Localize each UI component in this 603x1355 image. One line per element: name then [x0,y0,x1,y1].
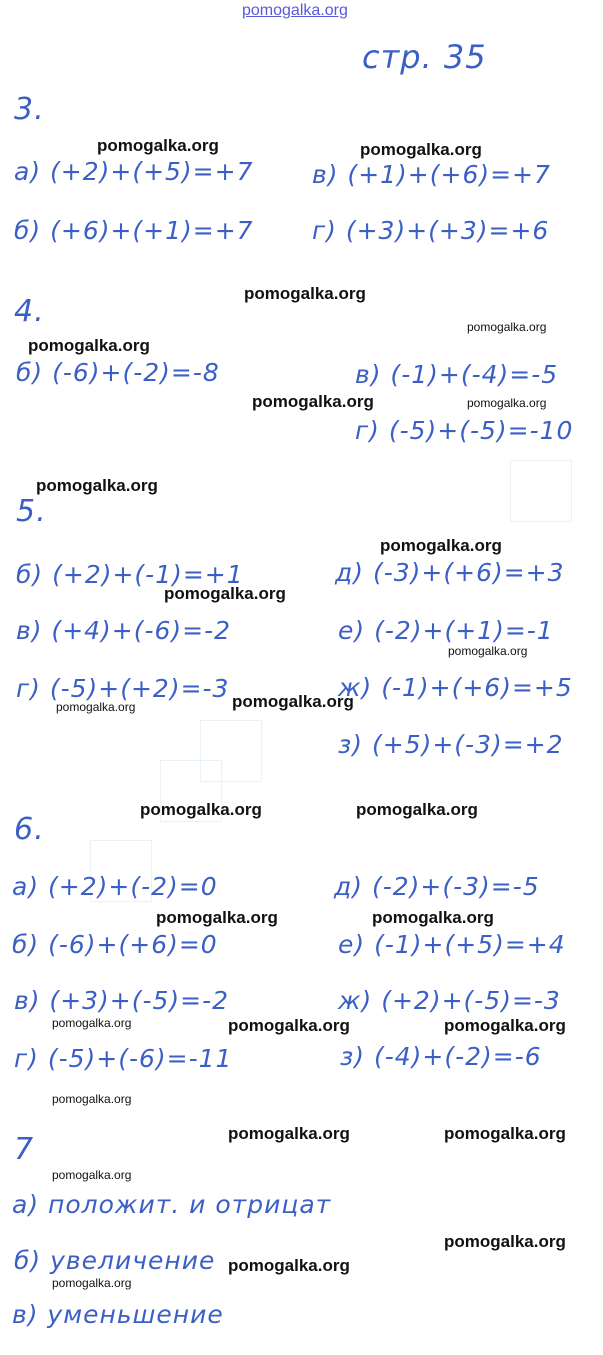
answer-line: в) уменьшение [12,1300,224,1329]
watermark: pomogalka.org [252,392,374,411]
watermark: pomogalka.org [356,800,478,819]
watermark: pomogalka.org [244,284,366,303]
equation: б) (+6)+(+1)=+7 [14,216,254,245]
watermark: pomogalka.org [228,1124,350,1143]
equation: г) (+3)+(+3)=+6 [312,216,550,245]
watermark: pomogalka.org [448,644,528,658]
equation: д) (-2)+(-3)=-5 [334,872,540,901]
task-number: 3. [14,92,45,127]
equation: в) (+3)+(-5)=-2 [14,986,230,1015]
watermark: pomogalka.org [232,692,354,711]
equation: д) (-3)+(+6)=+3 [335,558,565,587]
grid-remnant [510,460,572,522]
watermark: pomogalka.org [444,1232,566,1251]
page-reference: стр. 35 [362,38,487,76]
watermark: pomogalka.org [52,1092,132,1106]
equation: б) (+2)+(-1)=+1 [16,560,244,589]
watermark: pomogalka.org [56,700,136,714]
watermark: pomogalka.org [228,1256,350,1275]
answer-line: б) увеличение [14,1246,216,1275]
equation: а) (+2)+(-2)=0 [12,872,218,901]
equation: б) (-6)+(-2)=-8 [16,358,220,387]
equation: ж) (-1)+(+6)=+5 [338,673,573,702]
equation: е) (-1)+(+5)=+4 [338,930,566,959]
watermark: pomogalka.org [372,908,494,927]
task-number: 5. [16,494,47,529]
watermark: pomogalka.org [156,908,278,927]
equation: г) (-5)+(-6)=-11 [14,1044,233,1073]
watermark: pomogalka.org [97,136,219,155]
watermark: pomogalka.org [360,140,482,159]
watermark: pomogalka.org [228,1016,350,1035]
watermark: pomogalka.org [52,1168,132,1182]
equation: б) (-6)+(+6)=0 [12,930,218,959]
watermark: pomogalka.org [52,1276,132,1290]
equation: г) (-5)+(-5)=-10 [355,416,574,445]
watermark: pomogalka.org [28,336,150,355]
watermark: pomogalka.org [444,1016,566,1035]
task-number: 7 [14,1132,35,1167]
equation: в) (-1)+(-4)=-5 [355,360,559,389]
watermark: pomogalka.org [52,1016,132,1030]
watermark: pomogalka.org [444,1124,566,1143]
watermark: pomogalka.org [467,396,547,410]
watermark: pomogalka.org [140,800,262,819]
equation: е) (-2)+(+1)=-1 [338,616,554,645]
equation: з) (-4)+(-2)=-6 [340,1042,542,1071]
equation: з) (+5)+(-3)=+2 [338,730,564,759]
task-number: 4. [14,294,45,329]
equation: ж) (+2)+(-5)=-3 [338,986,561,1015]
task-number: 6. [14,812,45,847]
site-link[interactable]: pomogalka.org [242,2,348,19]
equation: в) (+4)+(-6)=-2 [16,616,232,645]
equation: г) (-5)+(+2)=-3 [16,674,230,703]
equation: в) (+1)+(+6)=+7 [312,160,551,189]
watermark: pomogalka.org [164,584,286,603]
watermark: pomogalka.org [467,320,547,334]
equation: а) (+2)+(+5)=+7 [14,157,254,186]
answer-line: а) положит. и отрицат [12,1190,332,1219]
watermark: pomogalka.org [380,536,502,555]
watermark: pomogalka.org [36,476,158,495]
